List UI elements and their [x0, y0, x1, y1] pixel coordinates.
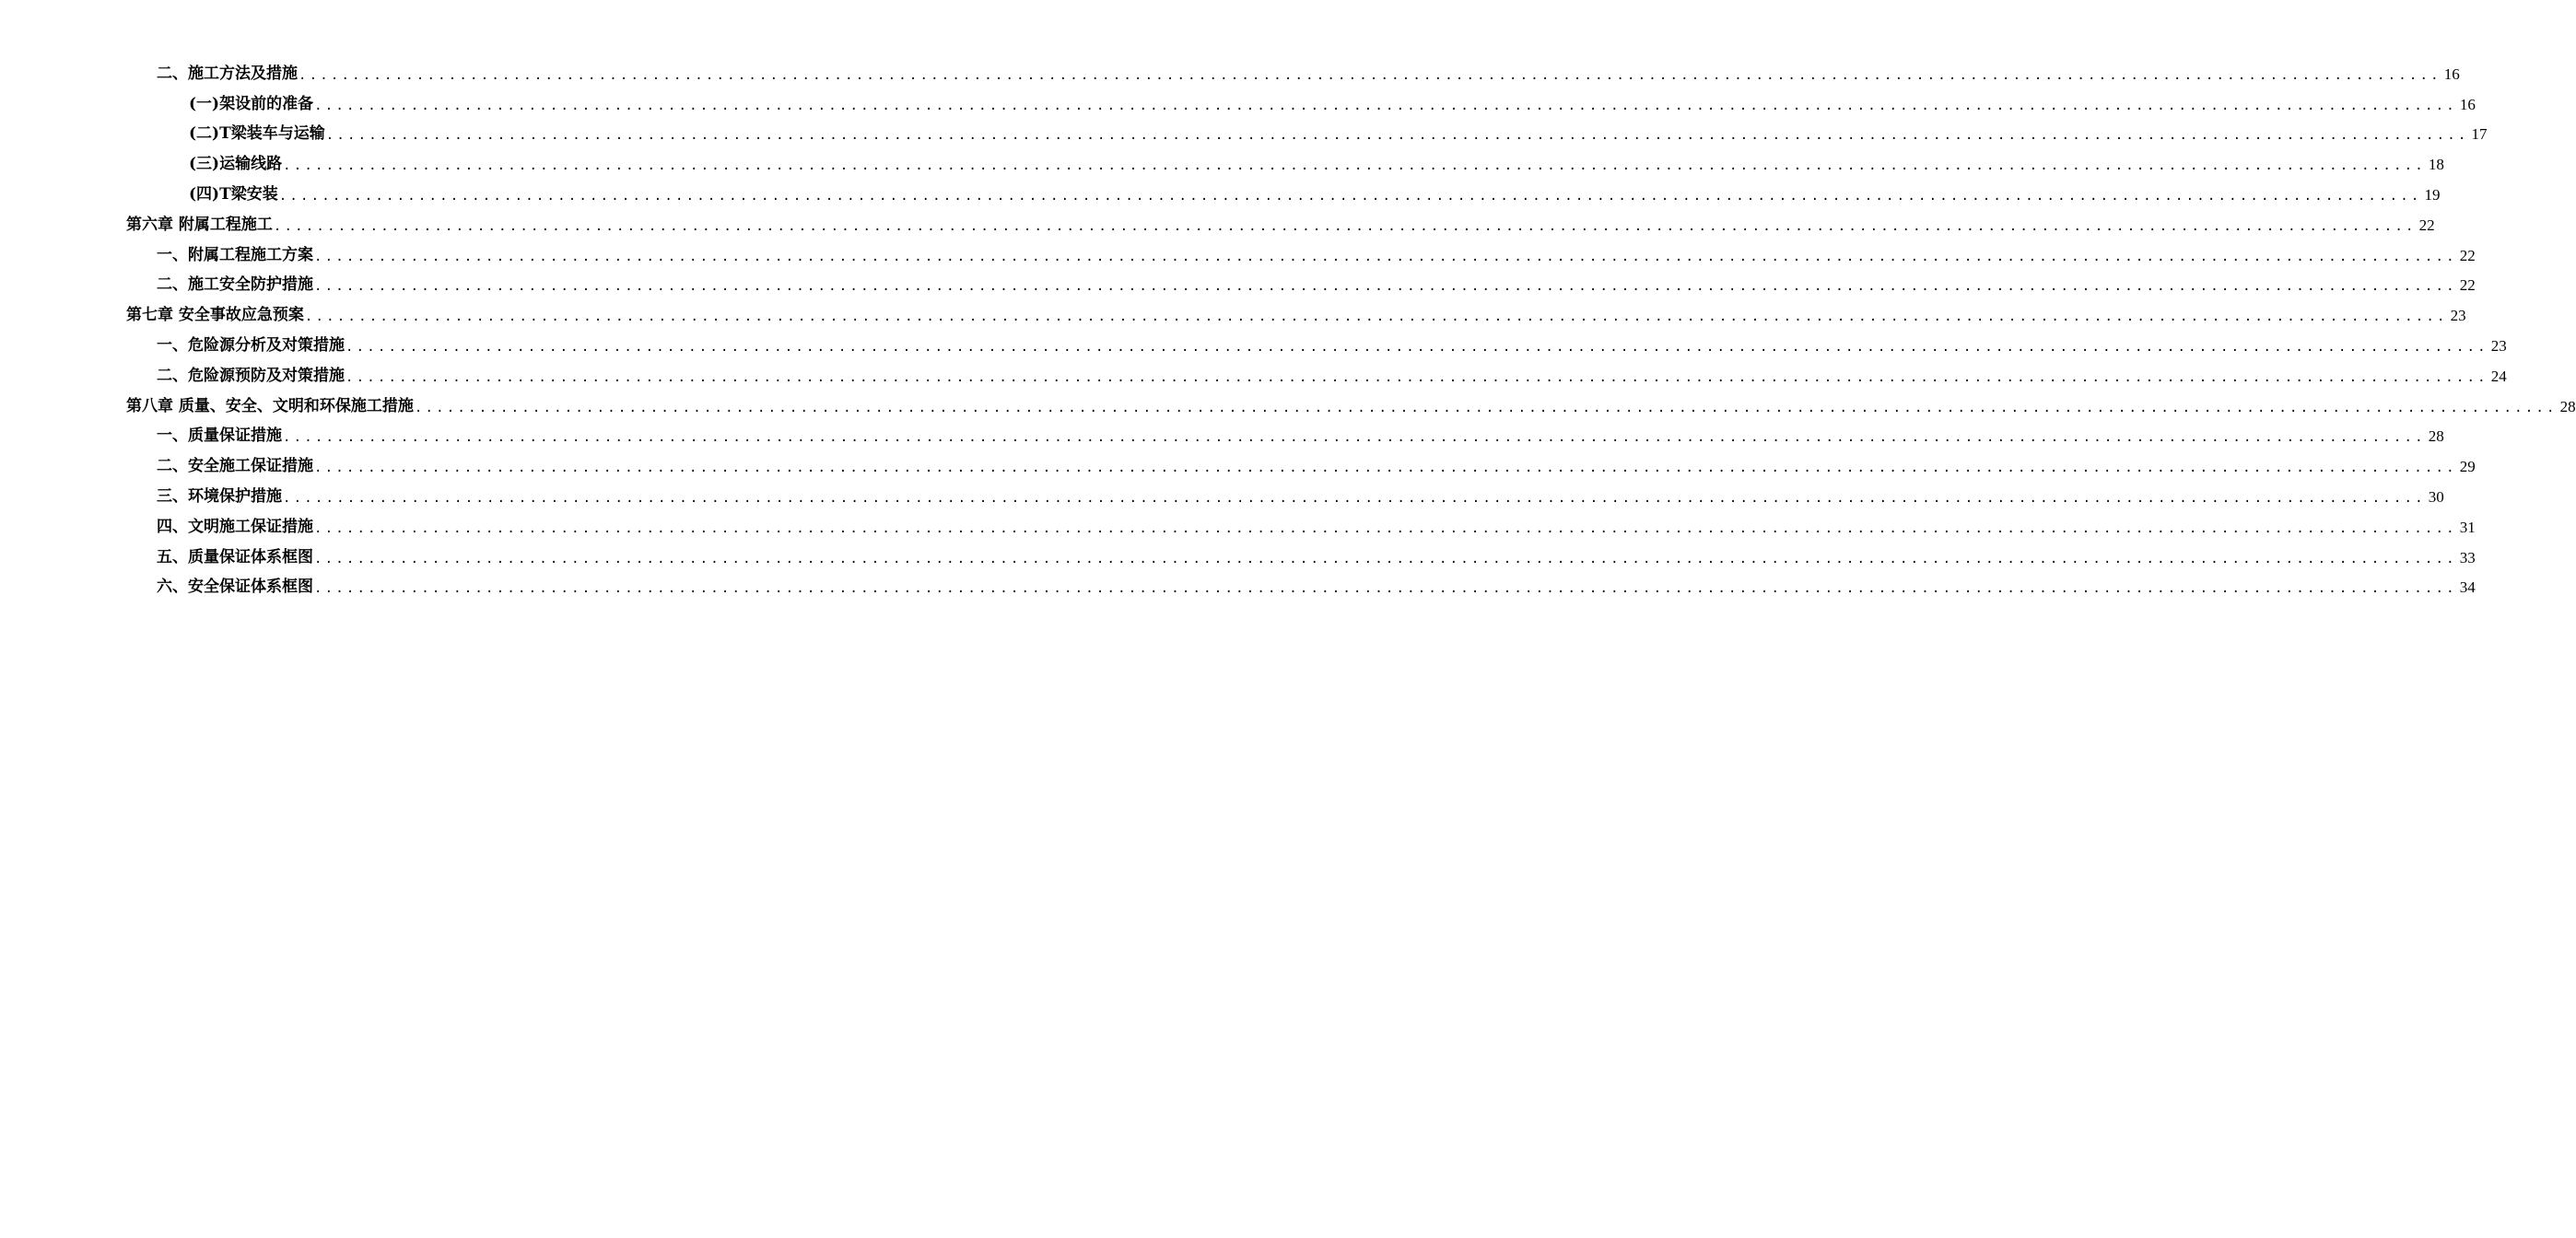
toc-entry-page-number: 19 [2424, 186, 2441, 204]
toc-entry[interactable] [0, 361, 2507, 391]
toc-entry-title: 第六章 附属工程施工 [126, 215, 273, 234]
toc-dot-leader: ........................................................................................................................................................................................................ [283, 490, 2426, 506]
toc-dot-leader: ........................................................................................................................................................................................................ [314, 461, 2457, 476]
toc-dot-leader: ........................................................................................................................................................................................................ [345, 339, 2488, 355]
toc-entry-page-number: 22 [2418, 216, 2435, 234]
toc-entry[interactable] [0, 240, 2476, 271]
toc-entry[interactable] [0, 573, 2476, 603]
toc-entry-title: 五、质量保证体系框图 [157, 547, 313, 566]
toc-entry-title: 六、安全保证体系框图 [157, 578, 313, 597]
toc-entry[interactable] [0, 391, 2576, 422]
toc-entry-title: (三)运输线路 [189, 155, 283, 174]
toc-dot-leader: ........................................................................................................................................................................................................ [414, 400, 2558, 415]
toc-entry-page-number: 28 [2428, 427, 2444, 446]
toc-entry-title: 四、文明施工保证措施 [157, 517, 313, 536]
toc-entry-title: 二、安全施工保证措施 [157, 457, 313, 476]
toc-entry-title: 第七章 安全事故应急预案 [126, 306, 304, 325]
toc-entry[interactable] [0, 422, 2444, 452]
toc-entry-page-number: 16 [2443, 64, 2460, 83]
toc-entry[interactable] [0, 89, 2476, 120]
toc-entry-title: 二、施工安全防护措施 [157, 275, 313, 295]
toc-dot-leader: ........................................................................................................................................................................................................ [273, 218, 2417, 234]
toc-entry[interactable] [0, 210, 2435, 240]
toc-entry-page-number: 34 [2459, 578, 2476, 597]
toc-entry[interactable] [0, 331, 2507, 361]
toc-entry-title: (四)T梁安装 [189, 185, 278, 204]
toc-dot-leader: ........................................................................................................................................................................................................ [325, 128, 2469, 144]
toc-entry[interactable] [0, 271, 2476, 301]
toc-dot-leader: ........................................................................................................................................................................................................ [314, 520, 2457, 536]
toc-entry-title: 第八章 质量、安全、文明和环保施工措施 [126, 396, 414, 415]
toc-dot-leader: ........................................................................................................................................................................................................ [314, 551, 2457, 566]
toc-entry-title: 一、质量保证措施 [157, 426, 282, 446]
toc-entry-page-number: 23 [2490, 337, 2507, 356]
toc-dot-leader: ........................................................................................................................................................................................................ [314, 581, 2457, 597]
toc-entry-page-number: 28 [2559, 397, 2576, 415]
toc-entry-page-number: 16 [2459, 95, 2476, 113]
toc-entry-page-number: 29 [2459, 458, 2476, 476]
toc-entry[interactable] [0, 512, 2476, 543]
toc-entry-title: (二)T梁装车与运输 [189, 124, 325, 144]
toc-dot-leader: ........................................................................................................................................................................................................ [304, 310, 2448, 325]
toc-entry-page-number: 23 [2450, 307, 2466, 325]
toc-entry-title: 二、危险源预防及对策措施 [157, 366, 345, 385]
toc-entry-page-number: 22 [2459, 246, 2476, 264]
toc-entry-page-number: 22 [2459, 276, 2476, 295]
toc-dot-leader: ........................................................................................................................................................................................................ [314, 279, 2457, 295]
toc-dot-leader: ........................................................................................................................................................................................................ [283, 158, 2426, 174]
toc-entry-page-number: 24 [2490, 367, 2507, 385]
toc-entry[interactable] [0, 180, 2441, 210]
toc-entry[interactable] [0, 543, 2476, 573]
toc-entry-page-number: 30 [2428, 488, 2444, 507]
toc-dot-leader: ........................................................................................................................................................................................................ [314, 249, 2457, 264]
toc-entry-title: (一)架设前的准备 [189, 94, 314, 113]
toc-entry-page-number: 33 [2459, 548, 2476, 566]
toc-entry[interactable] [0, 451, 2476, 482]
toc-dot-leader: ........................................................................................................................................................................................................ [283, 430, 2426, 446]
toc-entry-title: 一、附属工程施工方案 [157, 245, 313, 264]
toc-entry-page-number: 18 [2428, 156, 2444, 174]
toc-entry[interactable] [0, 149, 2444, 180]
toc-entry-page-number: 17 [2471, 125, 2488, 144]
toc-entry-title: 二、施工方法及措施 [157, 64, 298, 83]
toc-dot-leader: ........................................................................................................................................................................................................ [278, 188, 2422, 204]
toc-dot-leader: ........................................................................................................................................................................................................ [345, 369, 2488, 385]
toc-entry-title: 一、危险源分析及对策措施 [157, 336, 345, 356]
toc-dot-leader: ........................................................................................................................................................................................................ [314, 98, 2457, 113]
toc-dot-leader: ........................................................................................................................................................................................................ [299, 67, 2441, 83]
toc-entry[interactable] [0, 300, 2466, 331]
toc-entry[interactable] [0, 59, 2460, 89]
toc-entry[interactable] [0, 120, 2488, 150]
toc-entry-title: 三、环境保护措施 [157, 487, 282, 507]
toc-entry-page-number: 31 [2459, 518, 2476, 536]
table-of-contents [0, 59, 2576, 602]
toc-entry[interactable] [0, 482, 2444, 512]
